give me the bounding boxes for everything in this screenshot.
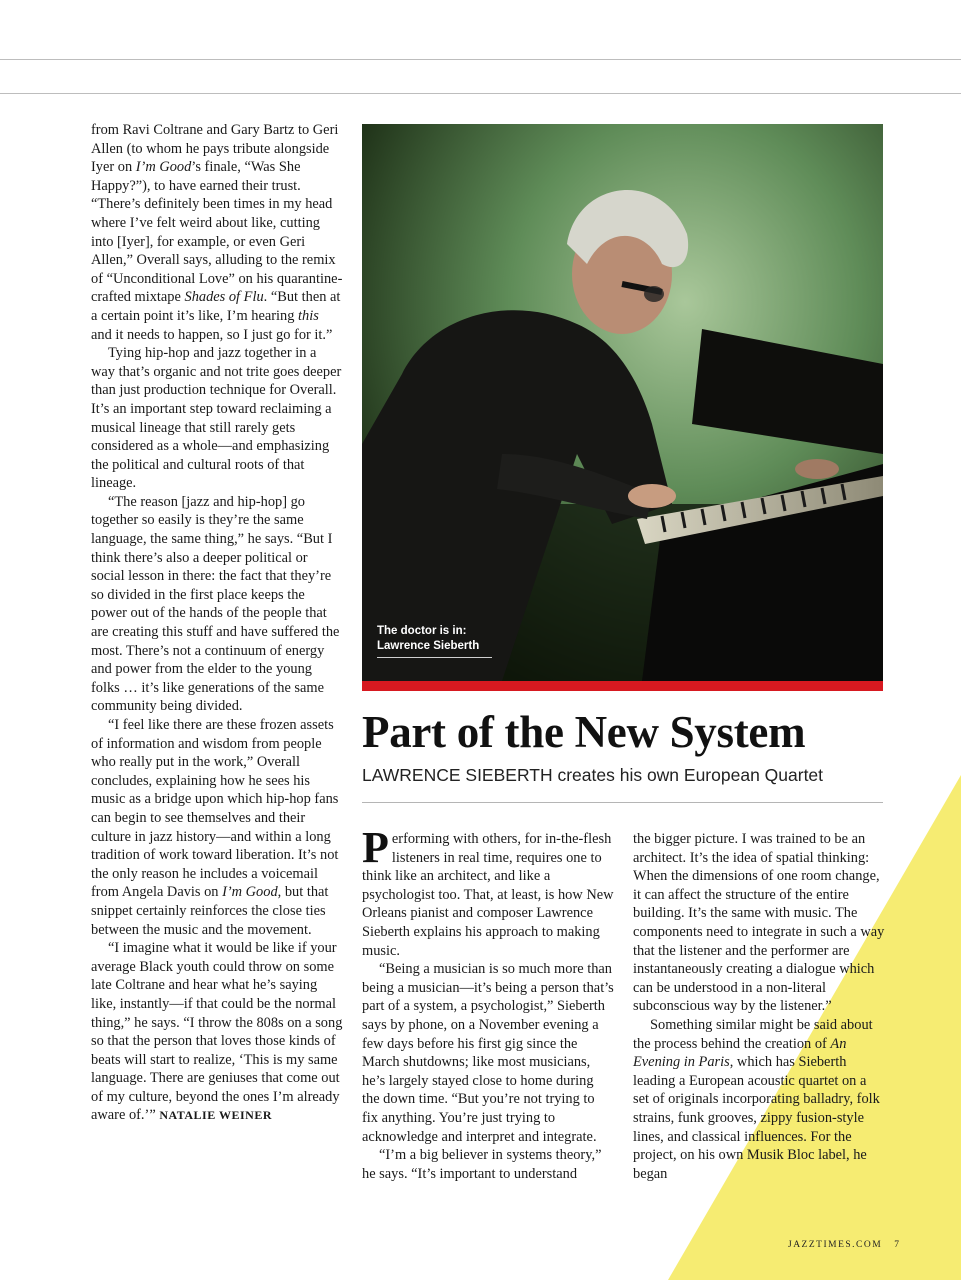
right-paragraph-2: Something similar might be said about the process behind the creation of An Evening in Paris, which has Sieberth leading a European acoustic quartet on a set of originals incorporating balladry, folk strains, funk grooves, zippy fusion-style lines, and classical influences. For the project, on his own Musik Bloc label, he began <box>633 1016 880 1182</box>
left-article-column <box>91 121 343 1125</box>
caption-line-2: Lawrence Sieberth <box>377 640 480 652</box>
article-deck: LAWRENCE SIEBERTH creates his own European Quartet <box>362 765 824 785</box>
top-rule-upper <box>0 59 961 60</box>
left-paragraph-2: Tying hip-hop and jazz together in a way that’s organic and not trite goes deeper than just production technique for Overall. It’s an important step toward reclaiming a musical lineage that still rarely gets considered as a whole—and emphasizing the political and cultural roots of that lineage. <box>91 345 342 492</box>
right-paragraph-1: the bigger picture. I was trained to be an architect. It’s the idea of spatial thinking: When the dimensions of one room change, it can affect the structure of the entire building. It’s the same with music. The components need to integrate in such a way that the listener and the performer are instantaneously creating a dialogue which can be understood in a non-literal subconscious way by the listener.” <box>633 831 885 1015</box>
photo-caption <box>377 624 492 658</box>
top-rule-lower <box>0 93 961 94</box>
page-folio <box>788 1240 918 1250</box>
left-paragraph-3: “The reason [jazz and hip-hop] go together so easily is they’re the same language, the same thing,” he says. “But I think there’s also a deeper political or social lesson in there: the fact that they’re so divided in the first place keeps the power out of the hands of the people that are creating this stuff and have suffered the most. There’s not a continuum of energy and power from the elder to the young folks … it’s like generations of the same community being divided. <box>91 493 340 715</box>
middle-paragraph-1: Performing with others, for in-the-flesh listeners in real time, requires one to think like an architect, and like a psychologist too. That, at least, is how New Orleans pianist and composer Lawrence Sieberth explains his approach to making music. <box>362 823 614 959</box>
caption-line-1: The doctor is in: <box>377 625 467 637</box>
left-paragraph-4: “I feel like there are these frozen assets of information and wisdom from people who really put in the work,” Overall concludes, explaining how he sees his music as a bridge upon which hip-hop fans can begin to see themselves and their culture in jazz history—and within a long tradition of work toward liberation. It’s not the only reason he includes a voicemail from Angela Davis on I’m Good, but that snippet certainly reinforces the close ties between the music and the movement. <box>91 717 339 938</box>
middle-paragraph-3: “I’m a big believer in systems theory,” he says. “It’s important to understand <box>362 1147 602 1182</box>
page-number: 7 <box>894 1240 899 1250</box>
author-byline: NATALIE WEINER <box>159 1108 273 1123</box>
article-headline: Part of the New System <box>362 707 806 757</box>
deck-rule <box>362 802 883 803</box>
pianist-photo <box>362 124 883 681</box>
left-paragraph-1: from Ravi Coltrane and Gary Bartz to Geri Allen (to whom he pays tribute alongside Iyer on I’m Good’s finale, “Was She Happy?”), to have earned their trust. “There’s definitely been times in my head where I’ve felt weird about like, cutting into [Iyer], for example, or even Geri Allen,” Overall says, alluding to the remix of “Unconditional Love” on his quarantine-crafted mixtape Shades of Flu. “But then at a certain point it’s like, I’m hearing this and it needs to happen, so I just go for it.” <box>91 122 343 343</box>
left-paragraph-5: “I imagine what it would be like if your average Black youth could throw on some late Coltrane and hear what he’s saying like, instantly—if that could be the normal thing,” he says. “I throw the 808s on a song so that the person that loves those kinds of beats will start to realize, ‘This is my same language. There are geniuses that come out of my culture, beyond the ones I’m already aware of.’” NATALIE WEINER <box>91 940 343 1124</box>
drop-cap: P <box>362 823 389 872</box>
middle-paragraph-2: “Being a musician is so much more than being a musician—it’s being a person that’s part of a system, a psychologist,” Sieberth says by phone, on a November evening a few days before his first gig since the March shutdowns; like most musicians, he’s largely stayed close to home during the down time. “But you’re not trying to fix anything. You’re just trying to acknowledge and interpret and integrate. <box>362 961 614 1145</box>
folio-site: JAZZTIMES.COM <box>788 1240 883 1250</box>
article-column-middle <box>362 823 614 1183</box>
red-accent-bar <box>362 681 883 691</box>
article-column-right <box>633 830 885 1183</box>
